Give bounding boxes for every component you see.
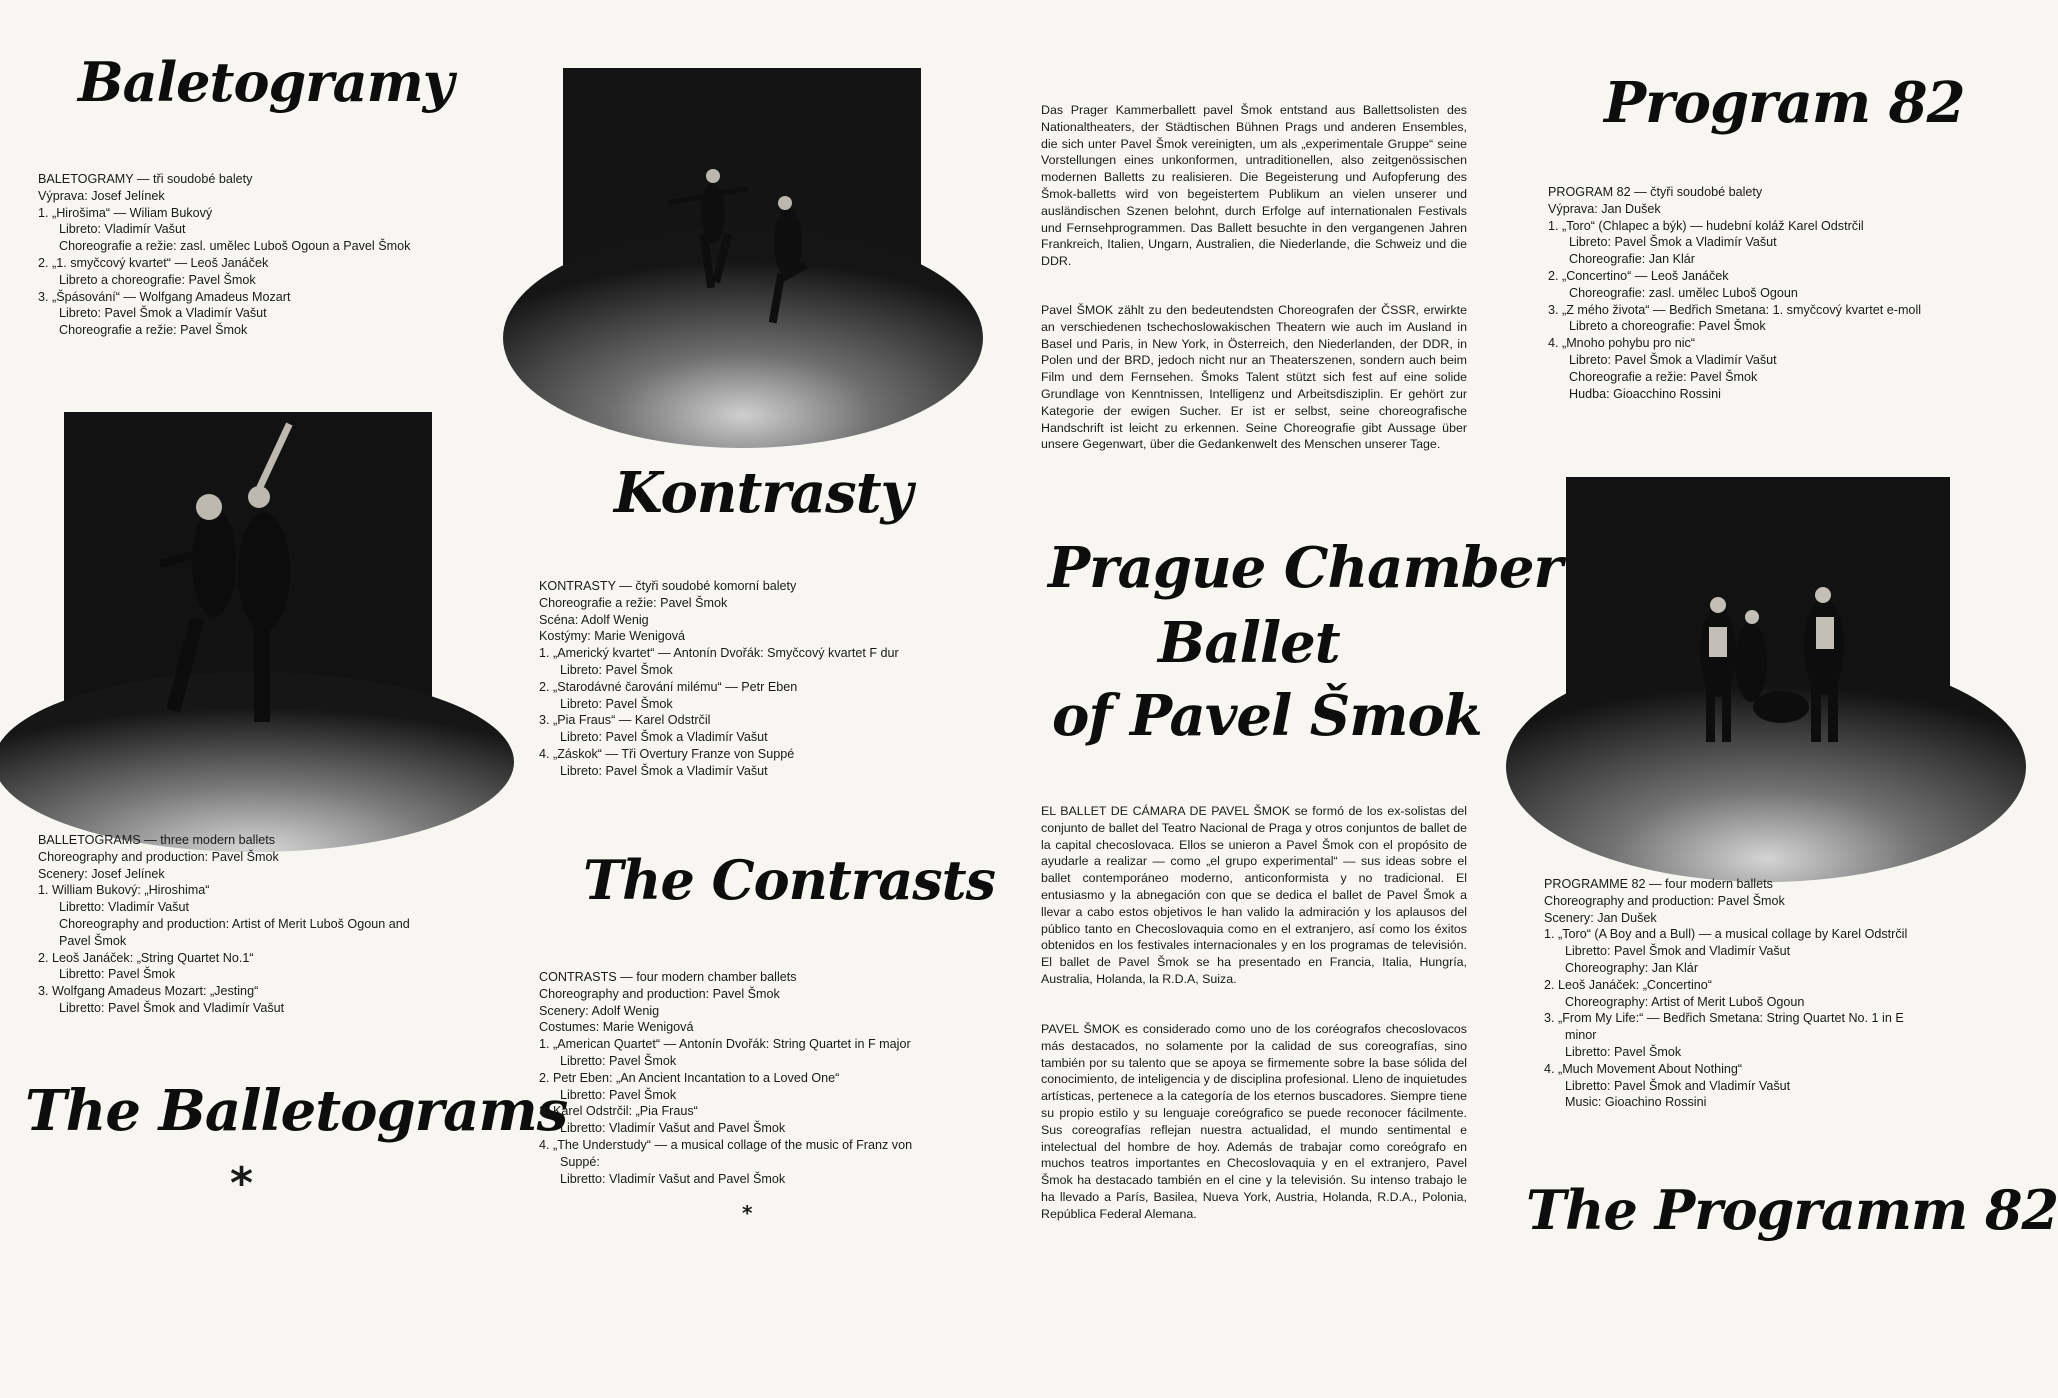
credit-line: 2. Petr Eben: „An Ancient Incantation to a Loved One“ — [539, 1070, 840, 1085]
credit-line: Libreto: Pavel Šmok — [560, 662, 673, 677]
separator-asterisk: * — [230, 1158, 254, 1209]
photo-program82-group — [1566, 477, 1950, 800]
spanish-paragraph-1: EL BALLET DE CÁMARA DE PAVEL ŠMOK se formó de los ex-solistas del conjunto de ballet del Teatro Nacional de Praga y otros conjuntos de ballet de la capital checoslovaca. Ellos se unieron a Pavel Šmok con el propósito de ayudarle a realizar — como „el grupo experimental“ — sus ideas sobre el ballet contemporáneo moderno, anticonformista y no tradicional. El entusiasmo y la abnegación con que se dedica el ballet de Pavel Šmok a llevar a cabo estos objetivos le han valido la admiración y los aplausos del público tanto en Checoslovaquia como en el extranjero, así como los éxitos obtenidos en los festivales internacionales y en los programas de televisión. El ballet de Pavel Šmok se ha presentado en Francia, Italia, Hungría, Australia, Holanda, la R.D.A, Suiza. — [1041, 804, 1467, 986]
credit-line: Choreografie a režie: Pavel Šmok — [539, 595, 728, 610]
credit-line: minor — [1565, 1028, 1597, 1043]
balletograms-credits — [38, 832, 410, 1017]
credit-line: Scenery: Jan Dušek — [1544, 910, 1657, 925]
credit-line: 3. „Pia Fraus“ — Karel Odstrčil — [539, 713, 711, 728]
dancers-stage-illustration — [563, 68, 921, 398]
credit-line: 2. Leoš Janáček: „Concertino“ — [1544, 977, 1713, 992]
credit-line: 1. „Toro“ (A Boy and a Bull) — a musical collage by Karel Odstrčil — [1544, 927, 1908, 942]
credit-line: CONTRASTS — four modern chamber ballets — [539, 970, 797, 984]
credit-line: Choreography and production: Pavel Šmok — [539, 986, 780, 1001]
credit-line: KONTRASTY — čtyři soudobé komorní balety — [539, 579, 797, 593]
title-baletogramy: Baletogramy — [78, 50, 454, 114]
credit-line: BALETOGRAMY — tři soudobé balety — [38, 172, 253, 186]
credit-line: Libreto: Pavel Šmok a Vladimír Vašut — [560, 763, 768, 778]
german-paragraph-1: Das Prager Kammerballett pavel Šmok entstand aus Ballettsolisten des Nationaltheaters, der Städtischen Bühnen Prags und anderen Ensembles, die sich unter Pavel Šmok vereinigten, um als „experimentale Gruppe“ seine Vorstellungen eines unkonformen, untraditionellen, also zeitgenössischen modernen Balletts zu realisieren. Die Begeisterung und Aufopferung des Šmok-balletts wird von begeistertem Publikum an vielen unserer und ausländischen Szenen belohnt, durch Erfolge auf internationalen Festivals und Fernsehprogrammen. Das Ballett besuchte in den vergangenen Jahren Frankreich, Italien, Ungarn, Australien, die Niederlande, die Schweiz und die DDR. — [1041, 103, 1467, 269]
credit-line: Libretto: Pavel Šmok — [59, 967, 176, 982]
credit-line: Choreography and production: Artist of Merit Luboš Ogoun and — [59, 916, 410, 931]
title-kontrasty: Kontrasty — [614, 460, 913, 526]
credit-line: Libretto: Pavel Šmok and Vladimír Vašut — [59, 1000, 285, 1015]
credit-line: Libretto: Vladimír Vašut and Pavel Šmok — [560, 1121, 786, 1136]
photo-baletogramy-duet — [64, 412, 432, 763]
credit-line: Libretto: Pavel Šmok — [1565, 1044, 1682, 1059]
title-program-82: Program 82 — [1604, 70, 1965, 136]
credit-line: 3. „From My Life:“ — Bedřich Smetana: String Quartet No. 1 in E — [1544, 1011, 1904, 1026]
credit-line: 4. „Much Movement About Nothing“ — [1544, 1061, 1743, 1076]
credit-line: Scenery: Josef Jelínek — [38, 866, 165, 881]
credit-line: PROGRAM 82 — čtyři soudobé balety — [1548, 185, 1763, 199]
credit-line: 3. Wolfgang Amadeus Mozart: „Jesting“ — [38, 984, 259, 999]
title-the-balletograms: The Balletograms — [25, 1078, 568, 1144]
title-the-programm-82: The Programm 82 — [1526, 1178, 2058, 1242]
spanish-paragraph-2: PAVEL ŠMOK es considerado como uno de los coréografos checoslovacos más destacados, no solamente por la calidad de sus coreografías, sino también por su talento que se apoya se firmemente sobre la base sólida del conocimiento, de inteligencia y de disciplina profesional. Lleno de inquietudes artísticas, pertenece a la categoría de los eternos buscadores. Siempre tiene su propio estilo y su lenguaje coreógrafico se puede reconocer fácilmente. Sus coreografías reflejan nuestra actualidad, el mundo sentimental e intelectual del hombre de hoy. Además de trabajar como coreógrafo en muchos teatros importantes en Checoslovaquia y en el extranjero, Pavel Šmok ha destacado también en el cine y la televisión. Su intenso trabajo le ha llevado a París, Basilea, Nueva York, Austria, Holanda, R.D.A., Polonia, República Federal Alemana. — [1041, 1022, 1467, 1221]
credit-line: Výprava: Josef Jelínek — [38, 188, 165, 203]
title-the-contrasts: The Contrasts — [583, 848, 995, 912]
title-prague-line-1: Prague Chamber — [1048, 535, 1563, 601]
credit-line: Kostýmy: Marie Wenigová — [539, 629, 686, 644]
kontrasty-credits — [539, 578, 899, 780]
credit-line: Choreography: Jan Klár — [1565, 960, 1699, 975]
credit-line: 1. „Toro“ (Chlapec a býk) — hudební koláž Karel Odstrčil — [1548, 218, 1864, 233]
credit-line: Scéna: Adolf Wenig — [539, 612, 649, 627]
credit-line: Choreografie a režie: Pavel Šmok — [1569, 369, 1758, 384]
photo-kontrasty-duet — [563, 68, 921, 398]
title-prague-line-3: of Pavel Šmok — [1052, 683, 1482, 749]
credit-line: 2. Leoš Janáček: „String Quartet No.1“ — [38, 950, 254, 965]
programme82-credits — [1544, 876, 1907, 1111]
credit-line: 1. „Hirošima“ — Wiliam Bukový — [38, 205, 213, 220]
credit-line: Libretto: Pavel Šmok — [560, 1087, 677, 1102]
credit-line: Libreto: Pavel Šmok a Vladimír Vašut — [59, 306, 267, 321]
credit-line: Libreto: Pavel Šmok — [560, 696, 673, 711]
contrasts-credits — [539, 969, 912, 1187]
credit-line: Choreography and production: Pavel Šmok — [1544, 893, 1785, 908]
credit-line: Libretto: Pavel Šmok and Vladimír Vašut — [1565, 1078, 1791, 1093]
credit-line: Výprava: Jan Dušek — [1548, 201, 1661, 216]
credit-line: 2. „1. smyčcový kvartet“ — Leoš Janáček — [38, 255, 269, 270]
credit-line: 2. „Starodávné čarování milému“ — Petr Eben — [539, 679, 798, 694]
credit-line: Hudba: Gioacchino Rossini — [1569, 386, 1721, 401]
credit-line: 3. Karel Odstrčil: „Pia Fraus“ — [539, 1104, 698, 1119]
credit-line: Libretto: Vladimír Vašut and Pavel Šmok — [560, 1171, 786, 1186]
credit-line: Libreto: Pavel Šmok a Vladimír Vašut — [560, 730, 768, 745]
credit-line: Choreografie a režie: Pavel Šmok — [59, 323, 248, 338]
credit-line: Libretto: Pavel Šmok — [560, 1053, 677, 1068]
credit-line: BALLETOGRAMS — three modern ballets — [38, 833, 276, 847]
credit-line: Libretto: Pavel Šmok and Vladimír Vašut — [1565, 944, 1791, 959]
credit-line: Choreografie: zasl. umělec Luboš Ogoun — [1569, 285, 1798, 300]
credit-line: Scenery: Adolf Wenig — [539, 1003, 660, 1018]
credit-line: Libreto a choreografie: Pavel Šmok — [1569, 319, 1766, 334]
credit-line: Choreography: Artist of Merit Luboš Ogoun — [1565, 994, 1805, 1009]
credit-line: Choreografie a režie: zasl. umělec Luboš Ogoun a Pavel Šmok — [59, 239, 411, 254]
credit-line: 2. „Concertino“ — Leoš Janáček — [1548, 268, 1729, 283]
credit-line: Pavel Šmok — [59, 933, 127, 948]
credit-line: 3. „Z mého života“ — Bedřich Smetana: 1. smyčcový kvartet e-moll — [1548, 302, 1922, 317]
credit-line: Libreto: Vladimír Vašut — [59, 222, 186, 237]
credit-line: 1. „American Quartet“ — Antonín Dvořák: String Quartet in F major — [539, 1037, 911, 1052]
credit-line: 3. „Špásování“ — Wolfgang Amadeus Mozart — [38, 289, 291, 304]
credit-line: PROGRAMME 82 — four modern ballets — [1544, 877, 1773, 891]
credit-line: 4. „Mnoho pohybu pro nic“ — [1548, 336, 1696, 351]
dancers-group-illustration — [1566, 477, 1950, 800]
credit-line: Costumes: Marie Wenigová — [539, 1020, 694, 1035]
credit-line: 4. „Záskok“ — Tři Overtury Franze von Suppé — [539, 746, 795, 761]
credit-line: Libretto: Vladimír Vašut — [59, 900, 189, 915]
credit-line: Music: Gioachino Rossini — [1565, 1095, 1707, 1110]
credit-line: Libreto: Pavel Šmok a Vladimír Vašut — [1569, 352, 1777, 367]
credit-line: Suppé: — [560, 1154, 600, 1169]
dancers-duet-illustration — [64, 412, 432, 763]
program82-credits — [1548, 184, 1921, 402]
german-paragraph-2: Pavel ŠMOK zählt zu den bedeutendsten Choreografen der ČSSR, erwirkte an verschiedenen tschechoslowakischen Theatern wie auch im Ausland in Basel und Paris, in New York, in Österreich, den Niederlanden, der DDR, in Polen und der BRD, jedoch nicht nur an Theaterszenen, sondern auch beim Film und dem Fernsehen. Šmoks Talent stützt sich fest auf eine solide Grundlage von Kenntnissen, Intelligenz und Arbeitsdisziplin. Er gehört zur Kategorie der ewigen Sucher. Er ist er selbst, seine choreografische Handschrift ist leicht zu erkennen. Seine Choreografie gibt Aussage über unsere Gegenwart, über die Gedankenwelt des Menschen unserer Tage. — [1041, 303, 1467, 452]
baletogramy-credits — [38, 171, 410, 339]
credit-line: Choreography and production: Pavel Šmok — [38, 849, 279, 864]
title-prague-line-2: Ballet — [1158, 610, 1340, 676]
credit-line: Libreto a choreografie: Pavel Šmok — [59, 272, 256, 287]
credit-line: 1. „Americký kvartet“ — Antonín Dvořák: Smyčcový kvartet F dur — [539, 646, 899, 661]
credit-line: Choreografie: Jan Klár — [1569, 252, 1696, 267]
separator-asterisk-small: * — [742, 1201, 753, 1225]
credit-line: Libreto: Pavel Šmok a Vladimír Vašut — [1569, 235, 1777, 250]
credit-line: 4. „The Understudy“ — a musical collage of the music of Franz von — [539, 1137, 913, 1152]
credit-line: 1. William Bukový: „Hiroshima“ — [38, 883, 210, 898]
